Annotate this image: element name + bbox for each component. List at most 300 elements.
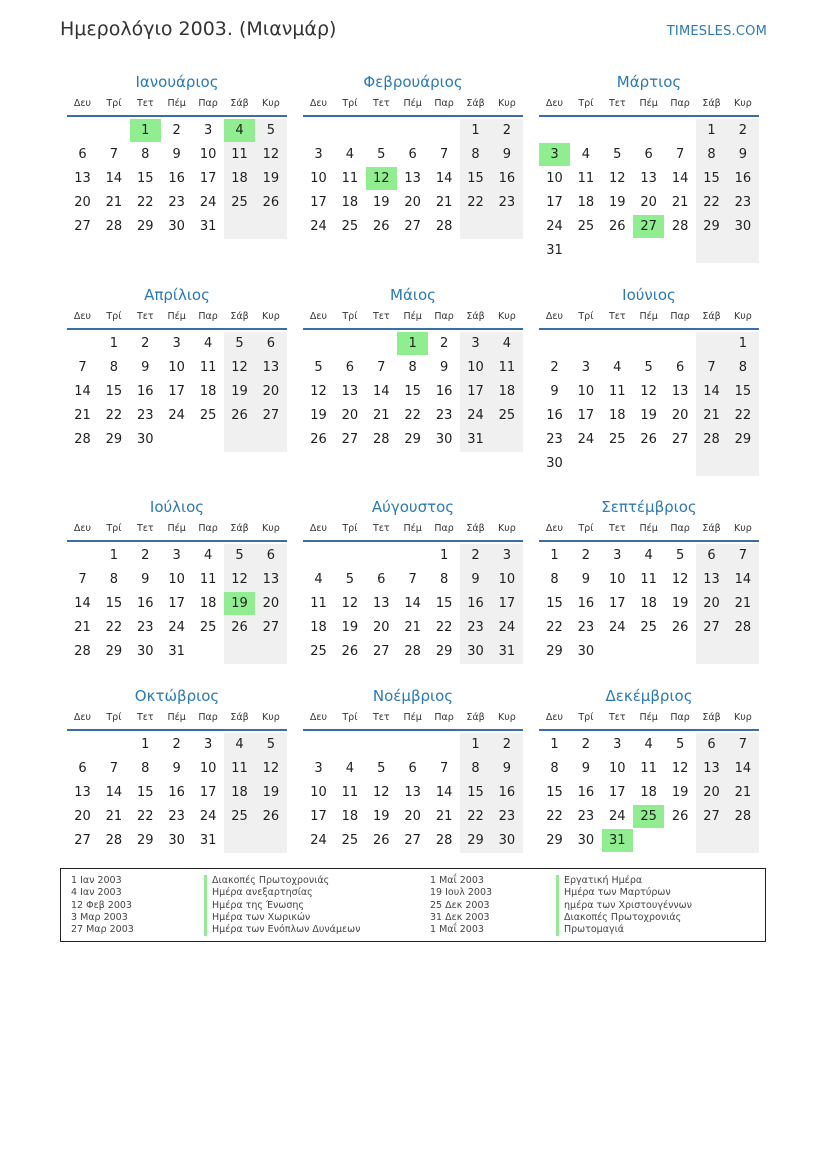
day-cell: 1: [109, 336, 119, 351]
day-cell: 16: [168, 171, 185, 186]
day-cell: 29: [137, 833, 154, 848]
weekday-label: Τετ: [372, 523, 390, 534]
day-cell: 20: [74, 195, 91, 210]
day-cell: 25: [199, 408, 217, 423]
day-cell: 23: [137, 408, 154, 423]
weekday-label: Τρί: [578, 98, 594, 109]
day-cell: 16: [137, 596, 154, 611]
day-cell: 22: [404, 408, 421, 423]
day-cell: 21: [435, 809, 453, 824]
day-cell: 19: [640, 408, 657, 423]
day-cell: 14: [105, 171, 123, 186]
month-divider: [539, 729, 759, 731]
weekday-label: Τρί: [578, 523, 594, 534]
day-cell: 6: [408, 147, 417, 162]
weekday-label: Τρί: [106, 98, 122, 109]
day-cell: 11: [199, 360, 217, 375]
weekday-label: Παρ: [198, 712, 218, 723]
weekday-label: Τετ: [136, 523, 154, 534]
day-cell: 12: [671, 572, 689, 587]
day-cell: 5: [345, 572, 355, 587]
holiday-day-cell: 19: [224, 592, 255, 615]
day-cell: 22: [435, 620, 453, 635]
day-cell: 10: [609, 761, 626, 776]
day-cell: 14: [734, 761, 752, 776]
day-cell: 19: [671, 596, 689, 611]
day-cell: 17: [498, 596, 516, 611]
weekday-label: Δευ: [309, 523, 328, 534]
day-cell: 18: [231, 785, 248, 800]
legend-date: 25 Δεκ 2003: [430, 899, 490, 911]
day-cell: 9: [172, 761, 181, 776]
day-cell: 14: [105, 785, 123, 800]
weekday-label: Πέμ: [639, 523, 658, 534]
day-cell: 16: [546, 408, 563, 423]
day-cell: 9: [141, 572, 150, 587]
day-cell: 5: [314, 360, 323, 375]
day-cell: 24: [199, 809, 217, 824]
weekday-label: Δευ: [545, 523, 564, 534]
day-cell: 18: [310, 620, 327, 635]
weekday-label: Κυρ: [734, 98, 752, 109]
day-cell: 25: [231, 195, 248, 210]
day-cell: 13: [703, 761, 720, 776]
day-cell: 22: [467, 809, 484, 824]
day-cell: 17: [577, 408, 595, 423]
day-cell: 9: [581, 761, 591, 776]
day-cell: 21: [74, 620, 91, 635]
weekday-label: Δευ: [73, 98, 92, 109]
day-cell: 1: [738, 336, 748, 351]
day-cell: 8: [141, 761, 150, 776]
day-cell: 6: [78, 761, 87, 776]
day-cell: 3: [613, 737, 622, 752]
weekday-label: Τρί: [106, 523, 122, 534]
day-cell: 21: [435, 195, 453, 210]
holiday-day-cell: 12: [366, 167, 397, 190]
day-cell: 10: [168, 572, 185, 587]
day-cell: 14: [404, 596, 421, 611]
weekday-label: Πέμ: [639, 712, 658, 723]
day-cell: 10: [310, 785, 327, 800]
day-cell: 3: [203, 737, 213, 752]
weekday-label: Κυρ: [734, 523, 752, 534]
day-cell: 26: [262, 809, 280, 824]
day-cell: 25: [341, 833, 359, 848]
page-title: Ημερολόγιο 2003. (Μιανμάρ): [60, 18, 337, 40]
weekday-label: Πέμ: [167, 712, 186, 723]
weekday-label: Τρί: [578, 311, 594, 322]
day-cell: 25: [310, 644, 327, 659]
weekday-label: Τρί: [106, 712, 122, 723]
day-cell: 6: [377, 572, 386, 587]
holiday-day-cell: 3: [539, 143, 570, 166]
day-cell: 3: [314, 147, 323, 162]
day-cell: 29: [546, 644, 563, 659]
day-cell: 29: [435, 644, 453, 659]
weekday-label: Κυρ: [498, 712, 516, 723]
day-cell: 21: [671, 195, 689, 210]
day-cell: 8: [550, 572, 559, 587]
weekday-label: Κυρ: [498, 311, 516, 322]
day-cell: 12: [231, 360, 248, 375]
day-cell: 25: [199, 620, 217, 635]
day-cell: 20: [404, 195, 421, 210]
day-cell: 18: [199, 596, 217, 611]
weekday-label: Παρ: [670, 311, 690, 322]
day-cell: 18: [640, 596, 657, 611]
day-cell: 1: [439, 548, 449, 563]
holiday-day-cell: 31: [602, 829, 633, 852]
day-cell: 2: [141, 336, 150, 351]
day-cell: 30: [137, 644, 154, 659]
day-cell: 20: [703, 785, 720, 800]
day-cell: 17: [199, 785, 217, 800]
day-cell: 7: [78, 360, 87, 375]
day-cell: 6: [707, 548, 716, 563]
day-cell: 30: [546, 456, 563, 471]
day-cell: 14: [435, 171, 453, 186]
day-cell: 15: [734, 384, 752, 399]
day-cell: 28: [671, 219, 689, 234]
day-cell: 23: [168, 195, 185, 210]
brand-link[interactable]: TIMESLES.COM: [666, 24, 767, 39]
day-cell: 4: [235, 737, 244, 752]
day-cell: 23: [498, 809, 516, 824]
day-cell: 7: [738, 548, 748, 563]
day-cell: 21: [703, 408, 720, 423]
day-cell: 30: [137, 432, 154, 447]
weekday-label: Σάβ: [466, 712, 485, 723]
weekday-label: Τετ: [136, 311, 154, 322]
day-cell: 12: [262, 761, 280, 776]
weekday-label: Δευ: [73, 311, 92, 322]
day-cell: 21: [373, 408, 390, 423]
weekday-label: Σάβ: [230, 311, 249, 322]
day-cell: 6: [408, 761, 417, 776]
weekday-label: Παρ: [434, 311, 454, 322]
month-divider: [303, 729, 523, 731]
day-cell: 20: [74, 809, 91, 824]
day-cell: 18: [640, 785, 657, 800]
day-cell: 10: [546, 171, 563, 186]
weekday-label: Σάβ: [230, 98, 249, 109]
holiday-day-cell: 4: [224, 119, 255, 142]
day-cell: 15: [137, 171, 154, 186]
day-cell: 11: [231, 147, 248, 162]
day-cell: 17: [609, 785, 626, 800]
legend-date: 19 Ιουλ 2003: [430, 887, 493, 899]
day-cell: 27: [341, 432, 359, 447]
day-cell: 18: [577, 195, 595, 210]
month-name: Μάιος: [390, 286, 436, 304]
day-cell: 7: [675, 147, 685, 162]
day-cell: 25: [577, 219, 595, 234]
day-cell: 11: [498, 360, 516, 375]
weekday-label: Κυρ: [498, 98, 516, 109]
day-cell: 9: [471, 572, 480, 587]
day-cell: 23: [498, 195, 516, 210]
weekday-label: Παρ: [670, 712, 690, 723]
legend-names-left: [204, 875, 360, 936]
weekday-label: Σάβ: [702, 712, 721, 723]
day-cell: 2: [439, 336, 449, 351]
day-cell: 8: [439, 572, 449, 587]
day-cell: 26: [373, 833, 390, 848]
day-cell: 26: [231, 408, 248, 423]
day-cell: 22: [467, 195, 484, 210]
month-name: Νοέμβριος: [372, 687, 454, 705]
day-cell: 26: [373, 219, 390, 234]
day-cell: 20: [373, 620, 390, 635]
day-cell: 19: [310, 408, 327, 423]
day-cell: 15: [105, 596, 123, 611]
day-cell: 9: [502, 761, 512, 776]
holiday-day-cell: 1: [130, 119, 161, 142]
day-cell: 28: [404, 644, 421, 659]
day-cell: 15: [546, 785, 563, 800]
legend-date: 1 Μαΐ 2003: [430, 924, 484, 936]
day-cell: 11: [341, 171, 359, 186]
day-cell: 22: [105, 408, 123, 423]
day-cell: 27: [74, 833, 91, 848]
day-cell: 2: [172, 737, 181, 752]
day-cell: 11: [199, 572, 217, 587]
weekday-label: Τετ: [136, 712, 154, 723]
day-cell: 24: [609, 620, 626, 635]
month-divider: [67, 115, 287, 117]
day-cell: 7: [439, 761, 449, 776]
legend-holiday-name: Ημέρα των Χωρικών: [204, 912, 360, 924]
day-cell: 3: [203, 123, 213, 138]
legend-dates-right: [430, 875, 492, 936]
day-cell: 10: [168, 360, 185, 375]
weekday-label: Τετ: [608, 523, 626, 534]
day-cell: 23: [546, 432, 563, 447]
weekday-label: Τετ: [372, 311, 390, 322]
weekday-label: Δευ: [309, 98, 328, 109]
day-cell: 26: [640, 432, 657, 447]
weekday-label: Σάβ: [702, 311, 721, 322]
day-cell: 29: [105, 432, 123, 447]
day-cell: 10: [609, 572, 626, 587]
day-cell: 20: [262, 384, 280, 399]
weekday-label: Κυρ: [734, 311, 752, 322]
day-cell: 12: [310, 384, 327, 399]
day-cell: 15: [467, 171, 484, 186]
day-cell: 21: [404, 620, 421, 635]
day-cell: 8: [707, 147, 716, 162]
day-cell: 2: [550, 360, 559, 375]
month-name: Αύγουστος: [371, 498, 455, 516]
legend-names-right: [556, 875, 692, 936]
day-cell: 25: [609, 432, 626, 447]
day-cell: 18: [341, 195, 359, 210]
month-divider: [539, 328, 759, 330]
day-cell: 2: [581, 737, 591, 752]
day-cell: 29: [137, 219, 154, 234]
day-cell: 11: [310, 596, 327, 611]
day-cell: 12: [341, 596, 359, 611]
day-cell: 5: [377, 147, 386, 162]
weekday-label: Σάβ: [466, 311, 485, 322]
day-cell: 28: [435, 219, 453, 234]
day-cell: 3: [581, 360, 591, 375]
day-cell: 9: [502, 147, 512, 162]
legend-date: 27 Μαρ 2003: [71, 924, 134, 936]
legend-holiday-name: Ημέρα ανεξαρτησίας: [204, 887, 360, 899]
day-cell: 21: [74, 408, 91, 423]
day-cell: 31: [168, 644, 185, 659]
day-cell: 14: [74, 596, 91, 611]
weekday-label: Παρ: [434, 98, 454, 109]
day-cell: 27: [262, 408, 280, 423]
day-cell: 2: [581, 548, 591, 563]
legend-holiday-name: ημέρα των Χριστουγέννων: [556, 900, 692, 912]
day-cell: 26: [310, 432, 327, 447]
legend-date: 1 Μαΐ 2003: [430, 875, 484, 886]
day-cell: 2: [172, 123, 181, 138]
day-cell: 12: [373, 785, 390, 800]
day-cell: 30: [734, 219, 752, 234]
day-cell: 3: [613, 548, 622, 563]
day-cell: 7: [408, 572, 417, 587]
day-cell: 5: [613, 147, 622, 162]
weekday-label: Κυρ: [734, 712, 752, 723]
weekday-label: Σάβ: [466, 523, 485, 534]
day-cell: 11: [640, 572, 657, 587]
day-cell: 13: [404, 785, 421, 800]
day-cell: 10: [577, 384, 595, 399]
day-cell: 12: [640, 384, 657, 399]
day-cell: 21: [734, 596, 752, 611]
day-cell: 20: [404, 809, 421, 824]
day-cell: 16: [435, 384, 453, 399]
day-cell: 19: [671, 785, 689, 800]
day-cell: 12: [231, 572, 248, 587]
month-divider: [539, 115, 759, 117]
day-cell: 26: [231, 620, 248, 635]
day-cell: 8: [408, 360, 417, 375]
day-cell: 30: [435, 432, 453, 447]
day-cell: 20: [262, 596, 280, 611]
day-cell: 2: [141, 548, 150, 563]
month-divider: [67, 729, 287, 731]
day-cell: 25: [640, 620, 657, 635]
weekday-label: Σάβ: [230, 523, 249, 534]
day-cell: 16: [577, 596, 595, 611]
day-cell: 5: [235, 336, 244, 351]
legend-holiday-name: Ημέρα της Ένωσης: [204, 900, 360, 912]
month-divider: [303, 540, 523, 542]
day-cell: 13: [703, 572, 720, 587]
day-cell: 21: [105, 809, 123, 824]
day-cell: 28: [703, 432, 720, 447]
day-cell: 28: [105, 219, 123, 234]
day-cell: 6: [345, 360, 355, 375]
day-cell: 30: [168, 833, 185, 848]
weekday-label: Δευ: [309, 712, 328, 723]
day-cell: 5: [266, 737, 276, 752]
day-cell: 16: [168, 785, 185, 800]
day-cell: 23: [168, 809, 185, 824]
day-cell: 28: [734, 620, 752, 635]
day-cell: 10: [467, 360, 484, 375]
weekday-label: Πέμ: [167, 523, 186, 534]
day-cell: 1: [141, 737, 150, 752]
day-cell: 29: [703, 219, 720, 234]
day-cell: 24: [546, 219, 563, 234]
day-cell: 24: [310, 219, 327, 234]
day-cell: 13: [74, 785, 91, 800]
day-cell: 27: [262, 620, 280, 635]
weekday-label: Τρί: [342, 98, 358, 109]
day-cell: 17: [168, 384, 185, 399]
day-cell: 5: [266, 123, 276, 138]
day-cell: 29: [734, 432, 752, 447]
day-cell: 4: [581, 147, 591, 162]
day-cell: 17: [310, 195, 327, 210]
day-cell: 8: [471, 761, 480, 776]
day-cell: 20: [671, 408, 689, 423]
day-cell: 22: [734, 408, 752, 423]
day-cell: 3: [502, 548, 512, 563]
legend-dates-left: [71, 875, 134, 936]
weekday-label: Παρ: [198, 311, 218, 322]
legend-holiday-name: Διακοπές Πρωτοχρονιάς: [204, 875, 360, 887]
legend-date: 12 Φεβ 2003: [71, 899, 132, 911]
day-cell: 24: [199, 195, 217, 210]
day-cell: 1: [471, 123, 480, 138]
day-cell: 21: [734, 785, 752, 800]
day-cell: 16: [734, 171, 752, 186]
day-cell: 27: [373, 644, 390, 659]
day-cell: 22: [105, 620, 123, 635]
day-cell: 13: [671, 384, 689, 399]
weekday-label: Δευ: [309, 311, 328, 322]
day-cell: 8: [109, 572, 119, 587]
day-cell: 17: [546, 195, 563, 210]
weekday-label: Δευ: [73, 523, 92, 534]
month-name: Απρίλιος: [144, 286, 210, 304]
day-cell: 15: [467, 785, 484, 800]
day-cell: 15: [435, 596, 453, 611]
day-cell: 17: [310, 809, 327, 824]
day-cell: 27: [74, 219, 91, 234]
day-cell: 10: [498, 572, 516, 587]
day-cell: 31: [199, 833, 217, 848]
weekday-label: Πέμ: [639, 98, 658, 109]
day-cell: 23: [734, 195, 752, 210]
weekday-label: Παρ: [670, 523, 690, 534]
weekday-label: Κυρ: [262, 523, 280, 534]
day-cell: 5: [377, 761, 386, 776]
legend-holiday-name: Ημέρα των Ενόπλων Δυνάμεων: [204, 924, 360, 936]
day-cell: 28: [74, 644, 91, 659]
weekday-label: Κυρ: [262, 311, 280, 322]
day-cell: 7: [377, 360, 386, 375]
weekday-label: Τετ: [372, 98, 390, 109]
day-cell: 28: [373, 432, 390, 447]
day-cell: 30: [577, 644, 595, 659]
day-cell: 5: [675, 548, 685, 563]
weekday-label: Παρ: [198, 523, 218, 534]
day-cell: 9: [550, 384, 559, 399]
day-cell: 11: [609, 384, 626, 399]
weekday-label: Τετ: [372, 712, 390, 723]
day-cell: 11: [341, 785, 359, 800]
day-cell: 13: [262, 360, 280, 375]
